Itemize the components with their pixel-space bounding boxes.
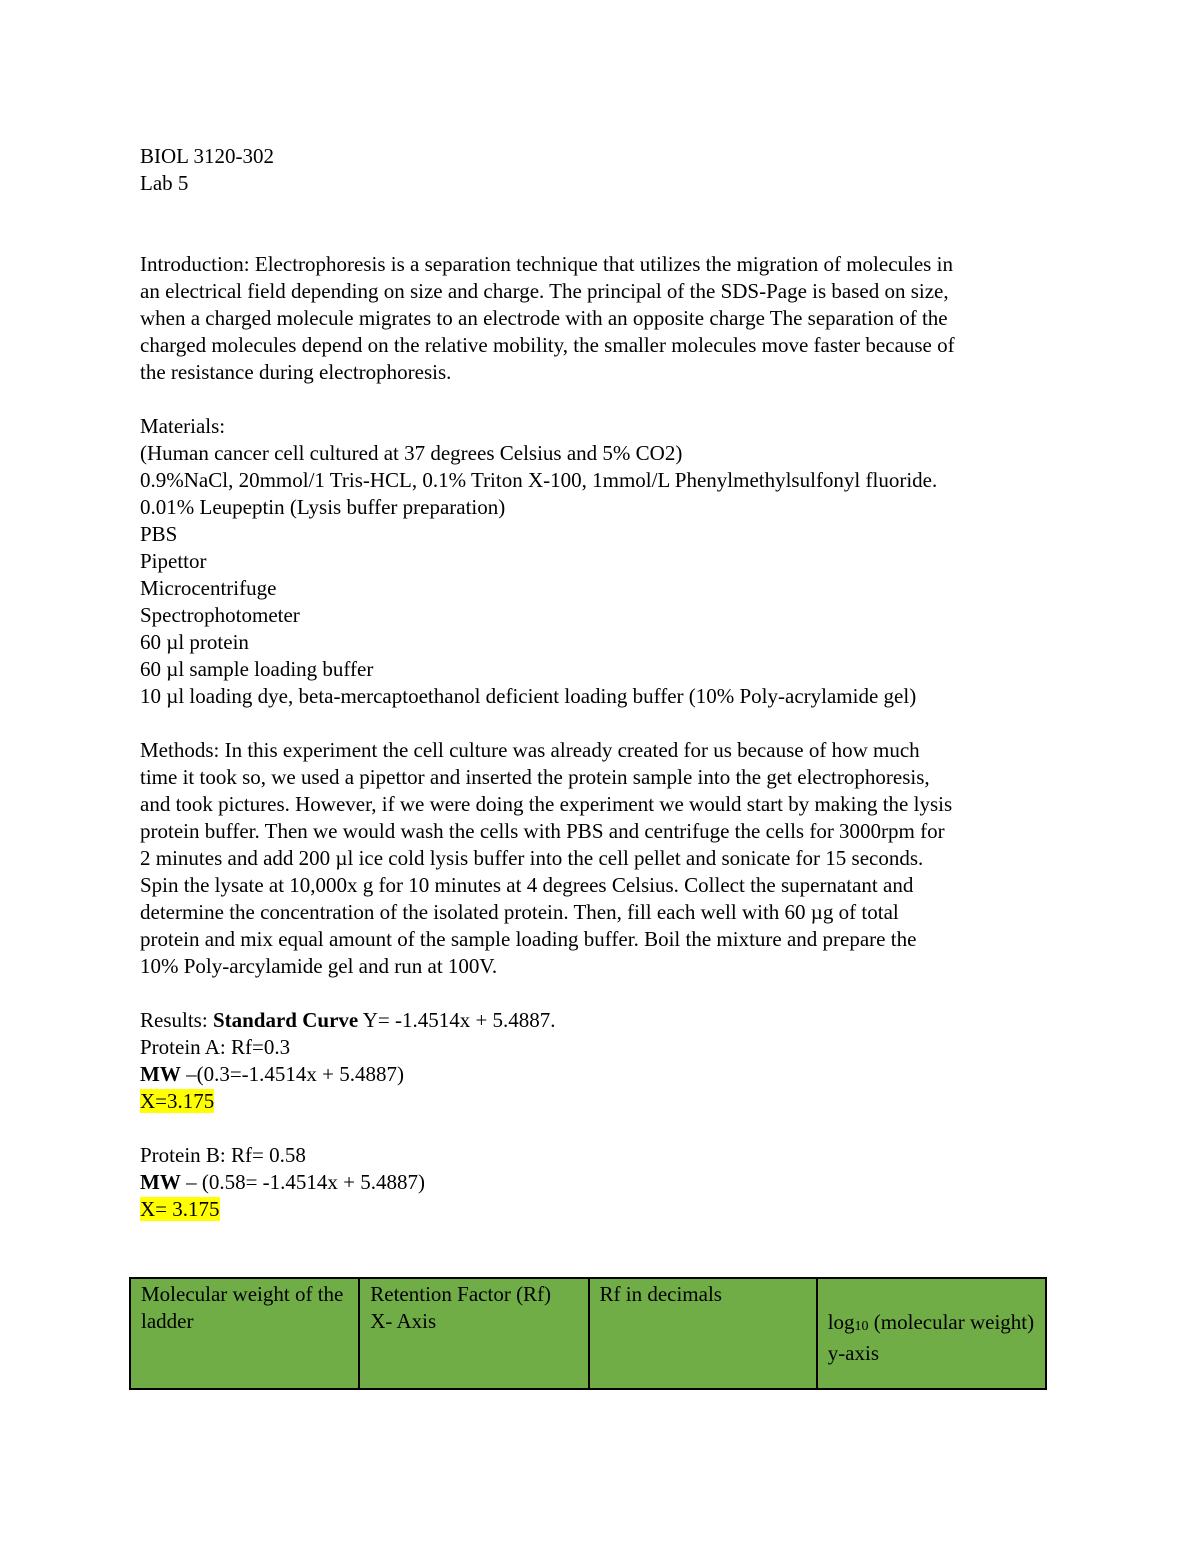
protein-b-mw	[140, 1169, 1080, 1196]
intro-line: charged molecules depend on the relative mobility, the smaller molecules move faster because of	[140, 333, 955, 357]
materials-item: 0.9%NaCl, 20mmol/1 Tris-HCL, 0.1% Triton X-100, 1mmol/L Phenylmethylsulfonyl fluoride.	[140, 468, 938, 492]
mw-equation: –(0.3=-1.4514x + 5.4887)	[180, 1062, 404, 1086]
methods-line: and took pictures. However, if we were doing the experiment we would start by making the lysis	[140, 792, 953, 816]
header-x-axis: X- Axis	[370, 1309, 437, 1333]
protein-a-mw	[140, 1061, 1080, 1088]
methods-line: Methods: In this experiment the cell culture was already created for us because of how much	[140, 738, 920, 762]
table-header-row	[130, 1278, 1046, 1389]
table-header-cell	[359, 1278, 588, 1389]
intro-line: the resistance during electrophoresis.	[140, 360, 452, 384]
document-page	[140, 143, 1080, 1223]
mw-label: MW	[140, 1062, 181, 1086]
methods-line: time it took so, we used a pipettor and inserted the protein sample into the get electrophoresis,	[140, 765, 930, 789]
methods-line: 10% Poly-arcylamide gel and run at 100V.	[140, 954, 498, 978]
materials-item: 10 µl loading dye, beta-mercaptoethanol deficient loading buffer (10% Poly-acrylamide gel)	[140, 684, 917, 708]
materials-section	[140, 413, 1080, 710]
methods-line: protein and mix equal amount of the sample loading buffer. Boil the mixture and prepare the	[140, 927, 917, 951]
materials-item: Pipettor	[140, 549, 207, 573]
mw-equation: – (0.58= -1.4514x + 5.4887)	[180, 1170, 425, 1194]
header-log: log	[827, 1310, 855, 1334]
ladder-table	[129, 1277, 1047, 1390]
protein-b-rf: Protein B: Rf= 0.58	[140, 1143, 306, 1167]
lab-title: Lab 5	[140, 171, 189, 195]
methods-line: determine the concentration of the isolated protein. Then, fill each well with 60 µg of total	[140, 900, 899, 924]
materials-item: 60 µl protein	[140, 630, 249, 654]
header-molecular-weight: Molecular weight of the ladder	[141, 1282, 344, 1333]
highlighted-result: X=3.175	[140, 1089, 215, 1113]
standard-curve-equation: Y= -1.4514x + 5.4887.	[358, 1008, 556, 1032]
intro-line: Introduction: Electrophoresis is a separation technique that utilizes the migration of molecules in	[140, 252, 953, 276]
materials-item: Microcentrifuge	[140, 576, 277, 600]
intro-line: an electrical field depending on size and charge. The principal of the SDS-Page is based on size,	[140, 279, 949, 303]
introduction-section	[140, 251, 1080, 386]
materials-item: Spectrophotometer	[140, 603, 300, 627]
highlighted-result: X= 3.175	[140, 1197, 220, 1221]
materials-item: 60 µl sample loading buffer	[140, 657, 374, 681]
standard-curve-label: Standard Curve	[212, 1008, 359, 1032]
results-prefix: Results:	[140, 1008, 213, 1032]
table-header-cell	[817, 1278, 1046, 1389]
table-header-cell	[130, 1278, 359, 1389]
header-log-base: 10	[854, 1319, 869, 1334]
materials-item: (Human cancer cell cultured at 37 degrees Celsius and 5% CO2)	[140, 441, 683, 465]
methods-section	[140, 737, 1080, 980]
protein-b-x	[140, 1196, 1080, 1223]
materials-item: PBS	[140, 522, 178, 546]
materials-heading: Materials:	[140, 414, 226, 438]
course-title: BIOL 3120-302	[140, 144, 274, 168]
materials-item: 0.01% Leupeptin (Lysis buffer preparation)	[140, 495, 506, 519]
results-standard-curve	[140, 1007, 1080, 1034]
methods-line: protein buffer. Then we would wash the cells with PBS and centrifuge the cells for 3000rpm for	[140, 819, 945, 843]
table-header-cell	[589, 1278, 817, 1389]
header-retention-factor: Retention Factor (Rf)	[370, 1282, 552, 1306]
intro-line: when a charged molecule migrates to an electrode with an opposite charge The separation of the	[140, 306, 948, 330]
results-section	[140, 1007, 1080, 1223]
methods-line: Spin the lysate at 10,000x g for 10 minutes at 4 degrees Celsius. Collect the supernatant and	[140, 873, 914, 897]
protein-a-rf: Protein A: Rf=0.3	[140, 1035, 291, 1059]
header-log-rest: (molecular weight) y-axis	[827, 1310, 1035, 1365]
methods-line: 2 minutes and add 200 µl ice cold lysis buffer into the cell pellet and sonicate for 15 seconds.	[140, 846, 924, 870]
mw-label: MW	[140, 1170, 181, 1194]
header-rf-decimals: Rf in decimals	[599, 1282, 722, 1306]
protein-a-x	[140, 1088, 1080, 1115]
